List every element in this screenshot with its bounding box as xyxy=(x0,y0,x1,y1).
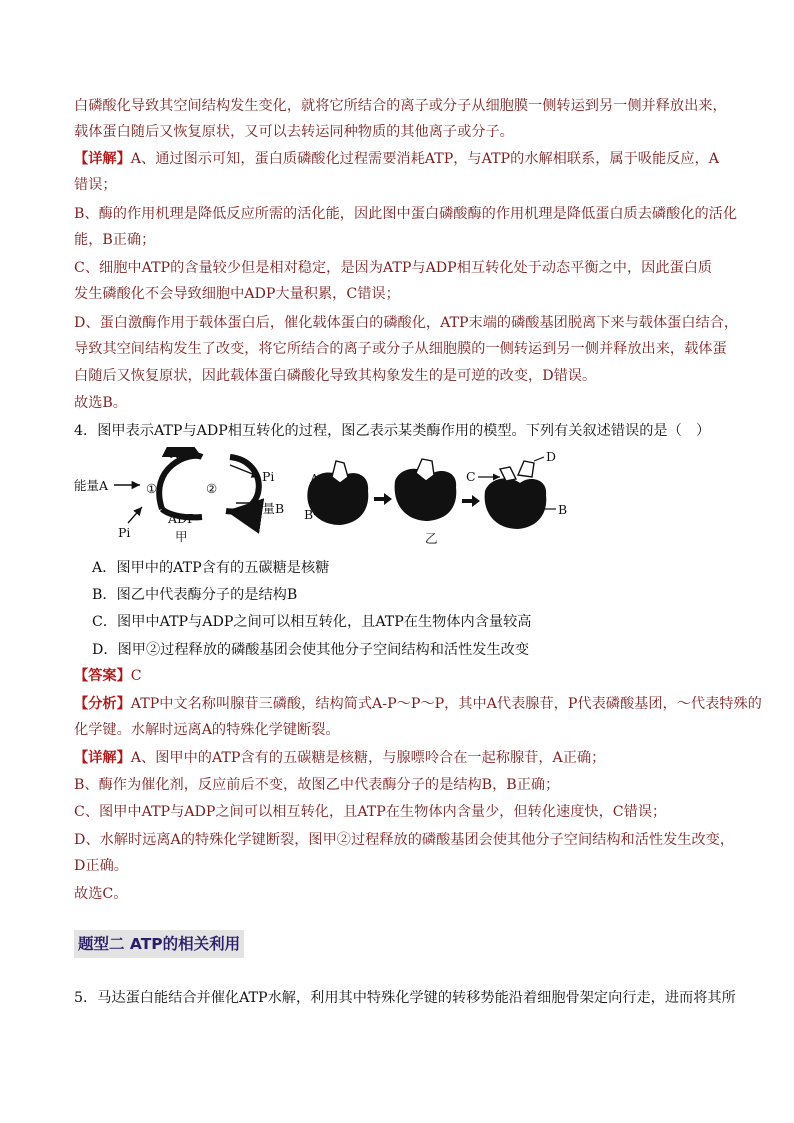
step2-label: ② xyxy=(206,481,218,496)
analysis-line: 化学键。水解时远离A的特殊化学键断裂。 xyxy=(74,722,340,738)
q4-detail-line: C、图甲中ATP与ADP之间可以相互转化，且ATP在生物体内含量少，但转化速度快，C错误； xyxy=(74,804,667,820)
q3-detail-line: B、酶的作用机理是降低反应所需的活化能，因此图中蛋白磷酸酶的作用机理是降低蛋白质去磷酸化的活化 xyxy=(74,206,738,222)
adp-label: ADP xyxy=(168,511,196,526)
pi-bottom-label: Pi xyxy=(118,525,131,540)
mark-a: A xyxy=(310,471,320,486)
q5-stem: 5．马达蛋白能结合并催化ATP水解，利用其中特殊化学键的转移势能沿着细胞骨架定向行走，进而将其所 xyxy=(74,990,736,1006)
pi-top-label: Pi xyxy=(262,469,275,484)
jia-label: 甲 xyxy=(175,529,188,544)
option-c: C．图甲中ATP与ADP之间可以相互转化，且ATP在生物体内含量较高 xyxy=(92,614,532,630)
q3-detail-line: D、蛋白激酶作用于载体蛋白后，催化载体蛋白的磷酸化，ATP末端的磷酸基团脱离下来与载体蛋白结合， xyxy=(74,315,739,331)
yi-label: 乙 xyxy=(425,531,438,546)
q4-detail-line: D正确。 xyxy=(74,858,128,874)
q3-detail-line: C、细胞中ATP的含量较少但是相对稳定，是因为ATP与ADP相互转化处于动态平衡之中，因此蛋白质 xyxy=(74,260,713,276)
q3-detail-line: 导致其空间结构发生了改变，将它所结合的离子或分子从细胞膜的一侧转运到另一侧并释放出来，载体蛋 xyxy=(74,341,727,357)
option-b: B．图乙中代表酶分子的是结构B xyxy=(92,587,298,603)
q3-conclusion: 故选B。 xyxy=(74,395,127,411)
q4-detail-line: 【详解】A、图甲中的ATP含有的五碳糖是核糖，与腺嘌呤合在一起称腺苷，A正确； xyxy=(74,750,606,766)
figure-yi xyxy=(304,449,567,546)
q3-detail-line: 能，B正确； xyxy=(74,232,156,248)
q3-detail-line: 发生磷酸化不会导致细胞中ADP大量积累，C错误； xyxy=(74,286,400,302)
energy-a-label: 能量A xyxy=(74,478,109,493)
figure-jia xyxy=(74,447,284,544)
detail-tag: 【详解】 xyxy=(74,750,131,766)
answer-tag: 【答案】 xyxy=(74,668,131,684)
atp-label: ATP xyxy=(170,447,196,461)
detail-tag: 【详解】 xyxy=(74,151,131,167)
paragraph-line: 白磷酸化导致其空间结构发生变化，就将它所结合的离子或分子从细胞膜一侧转运到另一侧并释放出来， xyxy=(74,98,727,114)
mark-c: C xyxy=(466,469,476,484)
section-title: 题型二 ATP的相关利用 xyxy=(74,930,244,958)
answer-value: C xyxy=(130,668,142,684)
q3-detail-line: 【详解】A、通过图示可知，蛋白质磷酸化过程需要消耗ATP，与ATP的水解相联系，属于吸能反应，A xyxy=(74,151,719,167)
q3-detail-line: 错误； xyxy=(74,177,117,193)
q3-detail-line: 白随后又恢复原状，因此载体蛋白磷酸化导致其构象发生的是可逆的改变，D错误。 xyxy=(74,368,597,384)
step1-label: ① xyxy=(146,481,158,496)
q4-stem: 4．图甲表示ATP与ADP相互转化的过程，图乙表示某类酶作用的模型。下列有关叙述错误的是（ ） xyxy=(74,423,711,439)
analysis-line: 【分析】ATP中文名称叫腺苷三磷酸，结构简式A-P～P～P，其中A代表腺苷，P代表磷酸基团，～代表特殊的 xyxy=(74,696,762,712)
q4-conclusion: 故选C。 xyxy=(74,886,128,902)
mark-d: D xyxy=(546,449,557,464)
q4-detail-line: D、水解时远离A的特殊化学键断裂，图甲②过程释放的磷酸基团会使其他分子空间结构和活性发生改变， xyxy=(74,832,735,848)
mark-b: B xyxy=(304,507,314,522)
paragraph-line: 载体蛋白随后又恢复原状，又可以去转运同种物质的其他离子或分子。 xyxy=(74,124,514,140)
q4-detail-line: B、酶作为催化剂，反应前后不变，故图乙中代表酶分子的是结构B，B正确； xyxy=(74,777,560,793)
option-a: A．图甲中的ATP含有的五碳糖是核糖 xyxy=(92,560,330,576)
mark-b-right: B xyxy=(558,502,568,517)
option-d: D．图甲②过程释放的磷酸基团会使其他分子空间结构和活性发生改变 xyxy=(92,642,530,658)
answer-line xyxy=(74,666,734,686)
analysis-tag: 【分析】 xyxy=(74,696,131,712)
energy-b-label: 能量B xyxy=(250,501,285,516)
q4-figure xyxy=(70,447,570,555)
